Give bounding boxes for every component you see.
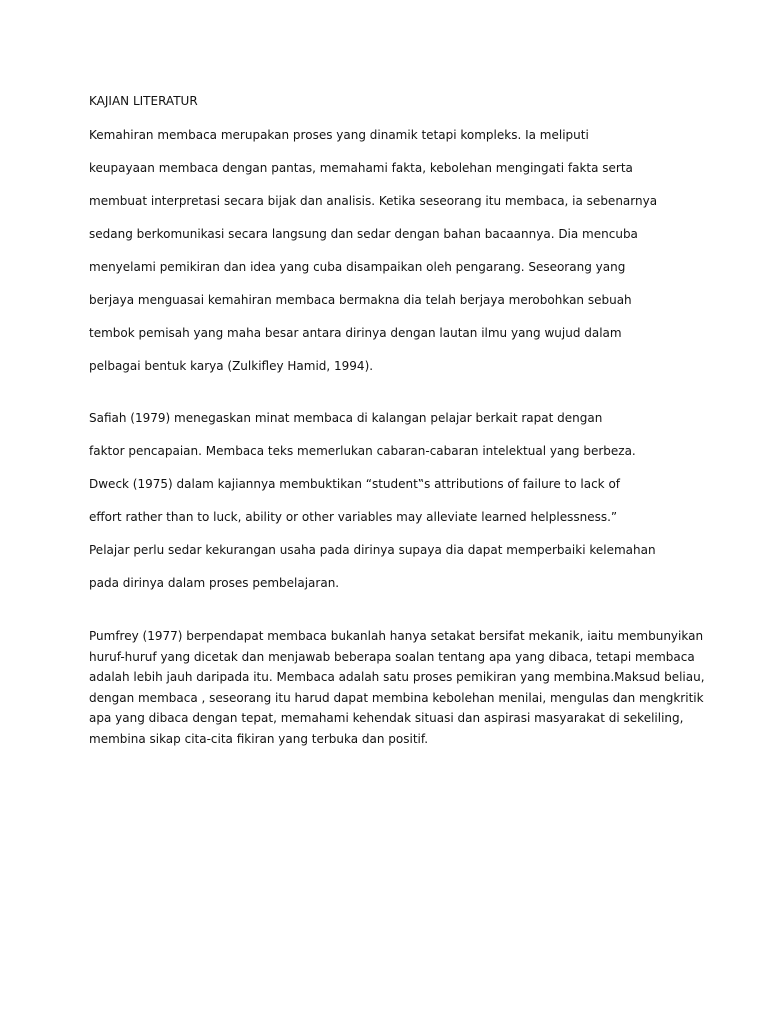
paragraph-3 xyxy=(89,626,705,749)
paragraph-3-line: membina sikap cita-cita fikiran yang terbuka dan positif. xyxy=(89,731,429,746)
paragraph-1-line: membuat interpretasi secara bijak dan analisis. Ketika seseorang itu membaca, ia sebenarnya xyxy=(89,194,658,208)
paragraph-1-line: keupayaan membaca dengan pantas, memahami fakta, kebolehan mengingati fakta serta xyxy=(89,161,633,175)
paragraph-2-line: Safiah (1979) menegaskan minat membaca di kalangan pelajar berkait rapat dengan xyxy=(89,411,603,425)
paragraph-2-line: Pelajar perlu sedar kekurangan usaha pada dirinya supaya dia dapat memperbaiki kelemahan xyxy=(89,543,656,557)
section-heading: KAJIAN LITERATUR xyxy=(89,94,198,108)
paragraph-3-line: dengan membaca , seseorang itu harud dapat membina kebolehan menilai, mengulas dan mengkritik xyxy=(89,690,704,705)
paragraph-3-line: apa yang dibaca dengan tepat, memahami kehendak situasi dan aspirasi masyarakat di sekeliling, xyxy=(89,711,684,725)
paragraph-3-line: Pumfrey (1977) berpendapat membaca bukanlah hanya setakat bersifat mekanik, iaitu membunyikan xyxy=(89,629,704,643)
paragraph-1-line: pelbagai bentuk karya (Zulkifley Hamid, 1994). xyxy=(89,359,374,373)
paragraph-1-line: berjaya menguasai kemahiran membaca bermakna dia telah berjaya merobohkan sebuah xyxy=(89,293,632,307)
paragraph-3-line: huruf-huruf yang dicetak dan menjawab beberapa soalan tentang apa yang dibaca, tetapi membaca xyxy=(89,649,695,664)
paragraph-1-line: menyelami pemikiran dan idea yang cuba disampaikan oleh pengarang. Seseorang yang xyxy=(89,260,626,274)
paragraph-2-line: Dweck (1975) dalam kajiannya membuktikan “student‟s attributions of failure to lack of xyxy=(89,477,621,491)
paragraph-1-line: Kemahiran membaca merupakan proses yang dinamik tetapi kompleks. Ia meliputi xyxy=(89,128,589,142)
paragraph-2-line: effort rather than to luck, ability or other variables may alleviate learned helplessness.” xyxy=(89,510,618,524)
paragraph-1-line: tembok pemisah yang maha besar antara dirinya dengan lautan ilmu yang wujud dalam xyxy=(89,326,622,340)
paragraph-1-line: sedang berkomunikasi secara langsung dan sedar dengan bahan bacaannya. Dia mencuba xyxy=(89,227,638,241)
paragraph-2-line: faktor pencapaian. Membaca teks memerlukan cabaran-cabaran intelektual yang berbeza. xyxy=(89,444,636,458)
paragraph-2-line: pada dirinya dalam proses pembelajaran. xyxy=(89,576,340,590)
paragraph-3-line: adalah lebih jauh daripada itu. Membaca adalah satu proses pemikiran yang membina.Maksud beliau, xyxy=(89,670,705,684)
